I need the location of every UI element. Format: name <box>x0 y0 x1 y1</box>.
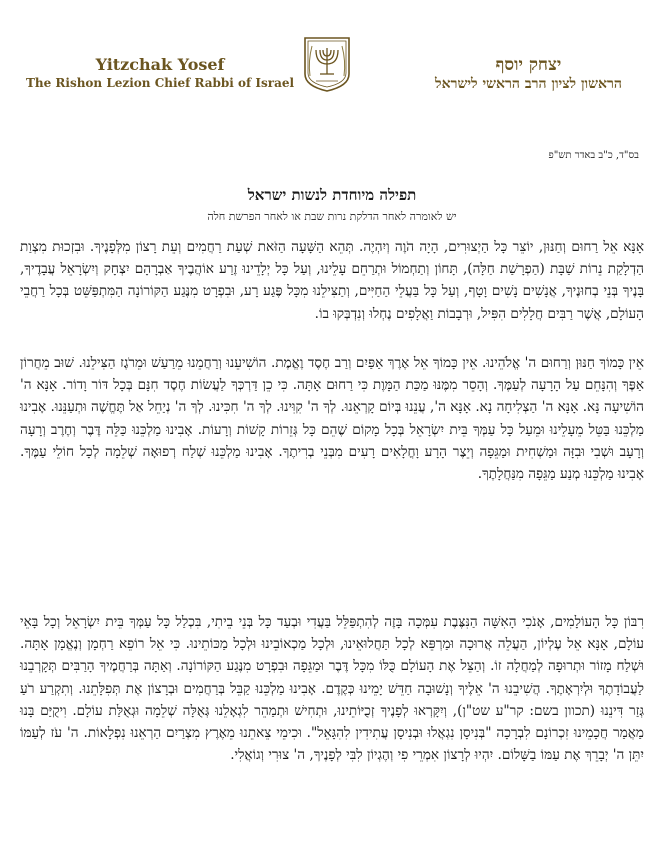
english-name: Yitzchak Yosef <box>95 55 225 74</box>
letterhead-hebrew <box>411 55 646 94</box>
menorah-emblem-icon <box>302 36 352 92</box>
letter-date: בס"ד, כ"ב באדר תש"פ <box>548 150 639 161</box>
prayer-paragraph: אֵין כָּמוֹךָ חַנּוּן וְרַחוּם ה' אֱלֹהֵינוּ. אֵין כָּמוֹךָ אֵל אֶרֶךְ אַפַּיִם וְרַב חֶסֶד וֶאֱמֶת. הוֹשִׁיעֵנוּ וְרַחֲמֵנוּ מֵרַעַשׁ וּמֵרֹגֶז הַצִּילֵנוּ. שׁוּב מֵחֲרוֹן אַפֶּךָ וְהִנָּחֵם עַל הָרָעָה לְעַמֶּךָ. וְהָסֵר מִמֶּנּוּ מַכַּת הַמָּוֶת כִּי רַחוּם אָתָּה. כִּי כֵן דַּרְכְּךָ לַעֲשׂוֹת חֶסֶד חִנָּם בְּכָל דּוֹר וָדוֹר. אָנָּא ה' הוֹשִׁיעָה נָּא. אָנָּא ה' הַצְלִיחָה נָא. אָנָּא ה', עֲנֵנוּ בְּיוֹם קָרְאֵנוּ. לְךָ ה' קִוִּינוּ. לְךָ ה' חִכִּינוּ. לְךָ ה' נְיַחֵל אַל תֶּחֱשֶׁה וּתְעַנֵּנוּ. אָבִינוּ מַלְכֵּנוּ בַּטֵּל מֵעָלֵינוּ וּמֵעַל כָּל עַמְּךָ בֵּית יִשְׂרָאֵל בְּכָל מָקוֹם שֶׁהֵם כָּל גְּזֵרוֹת קָשׁוֹת וְרָעוֹת. אָבִינוּ מַלְכֵּנוּ כַּלֵּה דֶּבֶר וְחֶרֶב וְרָעָה וְרָעָב וּשְׁבִי וּבִזָּה וּמַשְׁחִית וּמַגֵּפָה וְיֵצֶר הָרָע וָחֳלָאִים רָעִים מִבְּנֵי בְרִיתֶךָ. אָבִינוּ מַלְכֵּנוּ שְׁלַח רְפוּאָה שְׁלֵמָה לְכָל חוֹלֵי עַמֶּךָ. אָבִינוּ מַלְכֵּנוּ מְנַע מַגֵּפָה מִנַּחֲלָתֶךָ. <box>20 355 644 483</box>
prayer-title: תפילה מיוחדת לנשות ישראל <box>247 186 417 204</box>
english-title: The Rishon Lezion Chief Rabbi of Israel <box>25 76 295 90</box>
prayer-subtitle: יש לאומרה לאחר הדלקת נרות שבת או לאחר הפרשת חלה <box>207 210 457 223</box>
prayer-paragraph: אָנָּא אֵל רַחוּם וְחַנּוּן, יוֹצֵר כָּל הַיְצוּרִים, הָיָה הֹוֶה וְיִהְיֶה. תְּהֵא הַשָּׁעָה הַזֹּאת שְׁעַת רַחֲמִים וְעֵת רָצוֹן מִלְּפָנֶיךָ. וּבִזְכוּת מִצְוַת הַדְלָקַת נֵרוֹת שַׁבָּת (הַפְרָשַׁת חַלָּה), תָּחוֹן וְתַחְמוֹל וּתְרַחֵם עָלֵינוּ, וְעַל כָּל יְלָדֵינוּ זֶרַע אוֹהֲבֶיךָ אַבְרָהָם יִצְחָק וְיִשְׂרָאֵל עֲבָדֶיךָ, בָּנֶיךָ בְּנֵי בְחוּנֶיךָ, אֲנָשִׁים נָשִׁים וָטָף, וְעַל כָּל בַּעֲלֵי הַחַיִּים, וְתַצִּילֵנוּ מִכָּל פֶּגַע רָע, וּבִפְרָט מִנֶּגַע הַקּוֹרוֹנָה הַמִּתְפַּשֵּׁט בְּכָל רַחֲבֵי הָעוֹלָם, אֲשֶׁר רַבִּים חֲלָלִים הִפִּיל, וּרְבָבוֹת וַאֲלָפִים נֶחְלוּ וְנִדְבְּקוּ בוֹ. <box>20 239 644 322</box>
hebrew-name: יצחק יוסף <box>495 55 562 75</box>
letterhead <box>0 0 664 120</box>
letterhead-english <box>25 55 295 92</box>
prayer-paragraph: רִבּוֹן כָּל הָעוֹלָמִים, אָנֹכִי הָאִשָּׁה הַנִּצֶּבֶת עִמְּכָה בָּזֶה לְהִתְפַּלֵּל בַּעֲדִי וּבְעַד כָּל בְּנֵי בֵיתִי, בִּכְלַל כָּל עַמְּךָ בֵּית יִשְׂרָאֵל וְכָל בָּאֵי עוֹלָם, אָנָּא אֵל עֶלְיוֹן, הַעֲלֵה אֲרוּכָה וּמַרְפֵּא לְכָל תַּחֲלוּאֵינוּ, וּלְכָל מַכְאוֹבֵינוּ וּלְכָל מַכּוֹתֵינוּ. כִּי אֵל רוֹפֵא רַחְמָן וְנֶאֱמָן אָתָּה. וּשְׁלַח מָזוֹר וּתְרוּפָה לְמַחֲלָה זוֹ. וְהַצֵּל אֶת הָעוֹלָם כֻּלּוֹ מִכָּל דֶּבֶר וּמַגֵּפָה וּבִפְרָט מִנֶּגַע הַקּוֹרוֹנָה. וְאַתָּה בְּרַחֲמֶיךָ הָרַבִּים תְּקָרְבֵנוּ לַעֲבוֹדָתֶךָ וּלְיִרְאָתֶךָ. הֲשִׁיבֵנוּ ה' אֵלֶיךָ וְנָשׁוּבָה חַדֵּשׁ יָמֵינוּ כְּקֶדֶם. אָבִינוּ מַלְכֵּנוּ קַבֵּל בְּרַחֲמִים וּבְרָצוֹן אֶת תְּפִלָּתֵנוּ. וְתִקְרַע רֹעַ גְּזַר דִּינֵנוּ (תכוון בשם: קר"ע שט"ן), וְיִקָּרְאוּ לְפָנֶיךָ זְכֻיּוֹתֵינוּ, וּתְחִישׁ וּתְמַהֵר לִגְאָלֵנוּ גְּאֻלָּה שְׁלֵמָה וּגְאֻלַּת עוֹלָם. וִיקֻיַּם בָּנוּ מַאֲמַר חֲכָמֵינוּ זִכְרוֹנָם לִבְרָכָה "בְּנִיסָן נִגְאֲלוּ וּבְנִיסָן עֲתִידִין לִהִגָּאֵל". וּכִימֵי צֵאתֵנוּ מֵאֶרֶץ מִצְרַיִם הַרְאֵנוּ נִפְלָאוֹת. ה' עֹז לְעַמּוֹ יִתֵּן ה' יְבָרֵךְ אֶת עַמּוֹ בַשָּׁלוֹם. יִהְיוּ לְרָצוֹן אִמְרֵי פִי וְהֶגְיוֹן לִבִּי לְפָנֶיךָ, ה' צוּרִי וְגוֹאֲלִי. <box>20 614 644 764</box>
hebrew-title: הראשון לציון הרב הראשי לישראל <box>435 76 622 92</box>
